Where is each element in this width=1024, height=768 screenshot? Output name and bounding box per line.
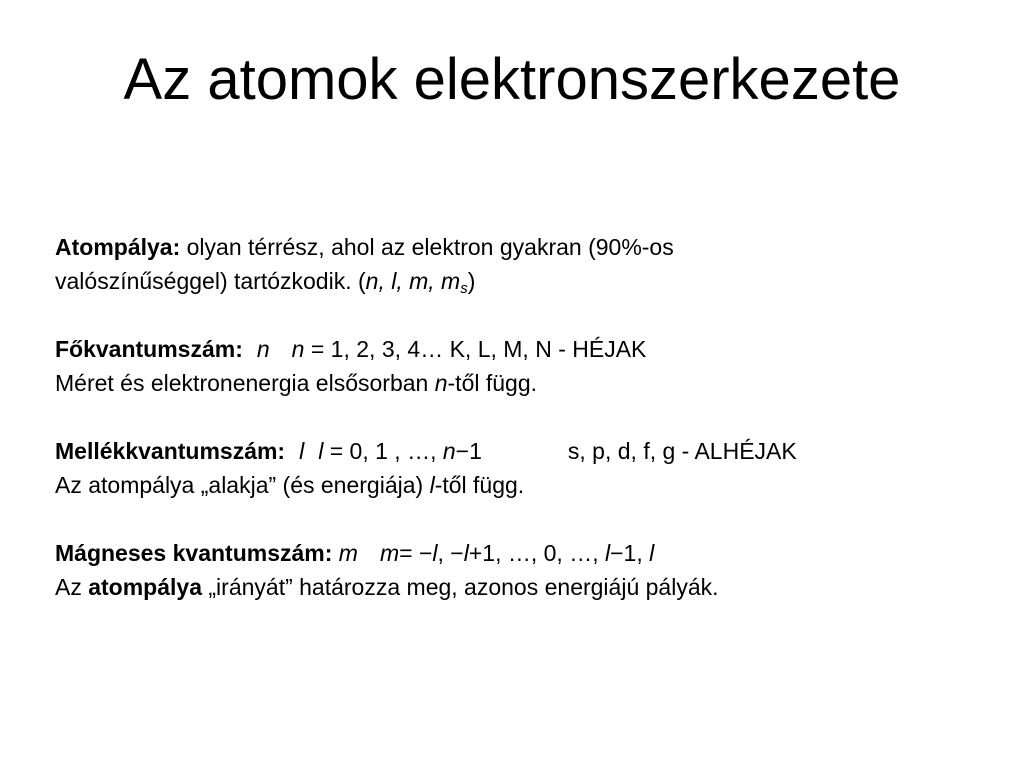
magneses-line2-prefix: Az bbox=[55, 574, 89, 600]
fokvantumszam-label: Főkvantumszám: bbox=[55, 336, 243, 362]
fokvantumszam-line2-symbol: n bbox=[434, 370, 448, 396]
mellekkvantumszam-line2-prefix: Az atompálya „alakja” (és energiája) bbox=[55, 472, 430, 498]
atompalya-line2-text: valószínűséggel) tartózkodik. ( bbox=[55, 268, 366, 294]
fokvantumszam-symbol: n bbox=[256, 336, 270, 362]
mellekkvantumszam-values-end: −1 bbox=[455, 438, 482, 464]
mellekkvantumszam-values-symbol: l bbox=[318, 438, 324, 464]
magneses-seq-4: −1, bbox=[610, 540, 650, 566]
magneses-seq-l2: l bbox=[463, 540, 469, 566]
magneses-symbol: m bbox=[338, 540, 358, 566]
mellekkvantumszam-label: Mellékkvantumszám: bbox=[55, 438, 286, 464]
mellekkvantumszam-values-n: n bbox=[442, 438, 456, 464]
magneses-seq-2: , − bbox=[437, 540, 464, 566]
magneses-seq-l3: l bbox=[605, 540, 611, 566]
fokvantumszam-section bbox=[55, 332, 995, 400]
fokvantumszam-line2-prefix: Méret és elektronenergia elsősorban bbox=[55, 370, 435, 396]
mellekkvantumszam-line2-suffix: -től függ. bbox=[434, 472, 525, 498]
magneses-label: Mágneses kvantumszám: bbox=[55, 540, 333, 566]
atompalya-line1-text: olyan térrész, ahol az elektron gyakran (90%-os bbox=[180, 234, 674, 260]
sublevels-text: s, p, d, f, g - ALHÉJAK bbox=[567, 438, 797, 464]
magneses-seq-l1: l bbox=[432, 540, 438, 566]
mellekkvantumszam-values: = 0, 1 , …, bbox=[323, 438, 443, 464]
quantum-numbers-symbols: n, l, m, m bbox=[365, 268, 461, 294]
fokvantumszam-values: = 1, 2, 3, 4… K, L, M, N - HÉJAK bbox=[304, 336, 647, 362]
magneses-seq-l4: l bbox=[649, 540, 655, 566]
magneses-eq-sign: = bbox=[399, 540, 413, 566]
magneses-line2-bold: atompálya bbox=[88, 574, 202, 600]
slide-title: Az atomok elektronszerkezete bbox=[123, 47, 901, 112]
magneses-section bbox=[55, 536, 995, 604]
mellekkvantumszam-line2-symbol: l bbox=[429, 472, 435, 498]
fokvantumszam-values-symbol: n bbox=[291, 336, 305, 362]
fokvantumszam-line2-suffix: -től függ. bbox=[447, 370, 538, 396]
magneses-seq-3: +1, …, 0, …, bbox=[468, 540, 605, 566]
mellekkvantumszam-section bbox=[55, 434, 995, 502]
slide-body bbox=[55, 230, 995, 604]
magneses-seq-1: − bbox=[412, 540, 433, 566]
atompalya-definition bbox=[55, 230, 995, 298]
spin-subscript: s bbox=[460, 280, 468, 297]
mellekkvantumszam-symbol: l bbox=[299, 438, 305, 464]
atompalya-label: Atompálya: bbox=[55, 234, 181, 260]
magneses-line2-suffix: „irányát” határozza meg, azonos energiájú pályák. bbox=[202, 574, 719, 600]
atompalya-close-paren: ) bbox=[467, 268, 476, 294]
magneses-eq-symbol: m bbox=[379, 540, 400, 566]
